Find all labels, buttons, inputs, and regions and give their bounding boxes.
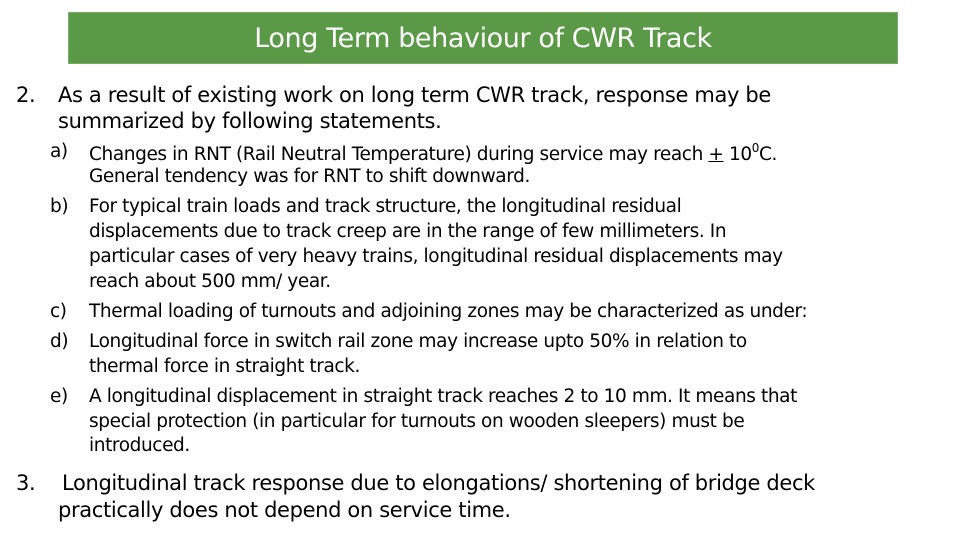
item-b-line-3: particular cases of very heavy trains, longitudinal residual displacements may — [89, 246, 783, 267]
item-b-line-1: For typical train loads and track structure, the longitudinal residual — [89, 196, 682, 217]
item-a-line-2: General tendency was for RNT to shift downward. — [89, 166, 530, 187]
point-2-number: 2. — [16, 83, 36, 107]
item-d-label: d) — [50, 331, 69, 352]
plus-minus-sign: + — [708, 144, 724, 165]
item-e-line-2: special protection (in particular for turnouts on wooden sleepers) must be — [89, 411, 745, 432]
item-d-line-2: thermal force in straight track. — [89, 356, 360, 377]
item-b-line-2: displacements due to track creep are in the range of few millimeters. In — [89, 221, 727, 242]
point-3-line-2: practically does not depend on service time. — [58, 498, 511, 522]
point-3-number: 3. — [16, 471, 36, 495]
slide-title: Long Term behaviour of CWR Track — [254, 22, 712, 54]
item-e-line-3: introduced. — [89, 435, 190, 456]
item-b-line-4: reach about 500 mm/ year. — [89, 271, 331, 292]
item-a-label: a) — [50, 141, 68, 162]
title-banner — [68, 12, 898, 64]
item-a-line-1: Changes in RNT (Rail Neutral Temperature) during service may reach + $10^0C$. — [89, 141, 777, 165]
item-d-line-1: Longitudinal force in switch rail zone may increase upto 50% in relation to — [89, 331, 747, 352]
item-e-line-1: A longitudinal displacement in straight track reaches 2 to 10 mm. It means that — [89, 386, 797, 407]
item-b-label: b) — [50, 196, 69, 217]
item-e-label: e) — [50, 386, 68, 407]
item-c-line-1: Thermal loading of turnouts and adjoining zones may be characterized as under: — [89, 301, 808, 322]
point-3-line-1: Longitudinal track response due to elongations/ shortening of bridge deck — [62, 471, 815, 495]
item-c-label: c) — [50, 301, 67, 322]
point-2-line-2: summarized by following statements. — [58, 109, 442, 133]
point-2-line-1: As a result of existing work on long term CWR track, response may be — [58, 83, 771, 107]
